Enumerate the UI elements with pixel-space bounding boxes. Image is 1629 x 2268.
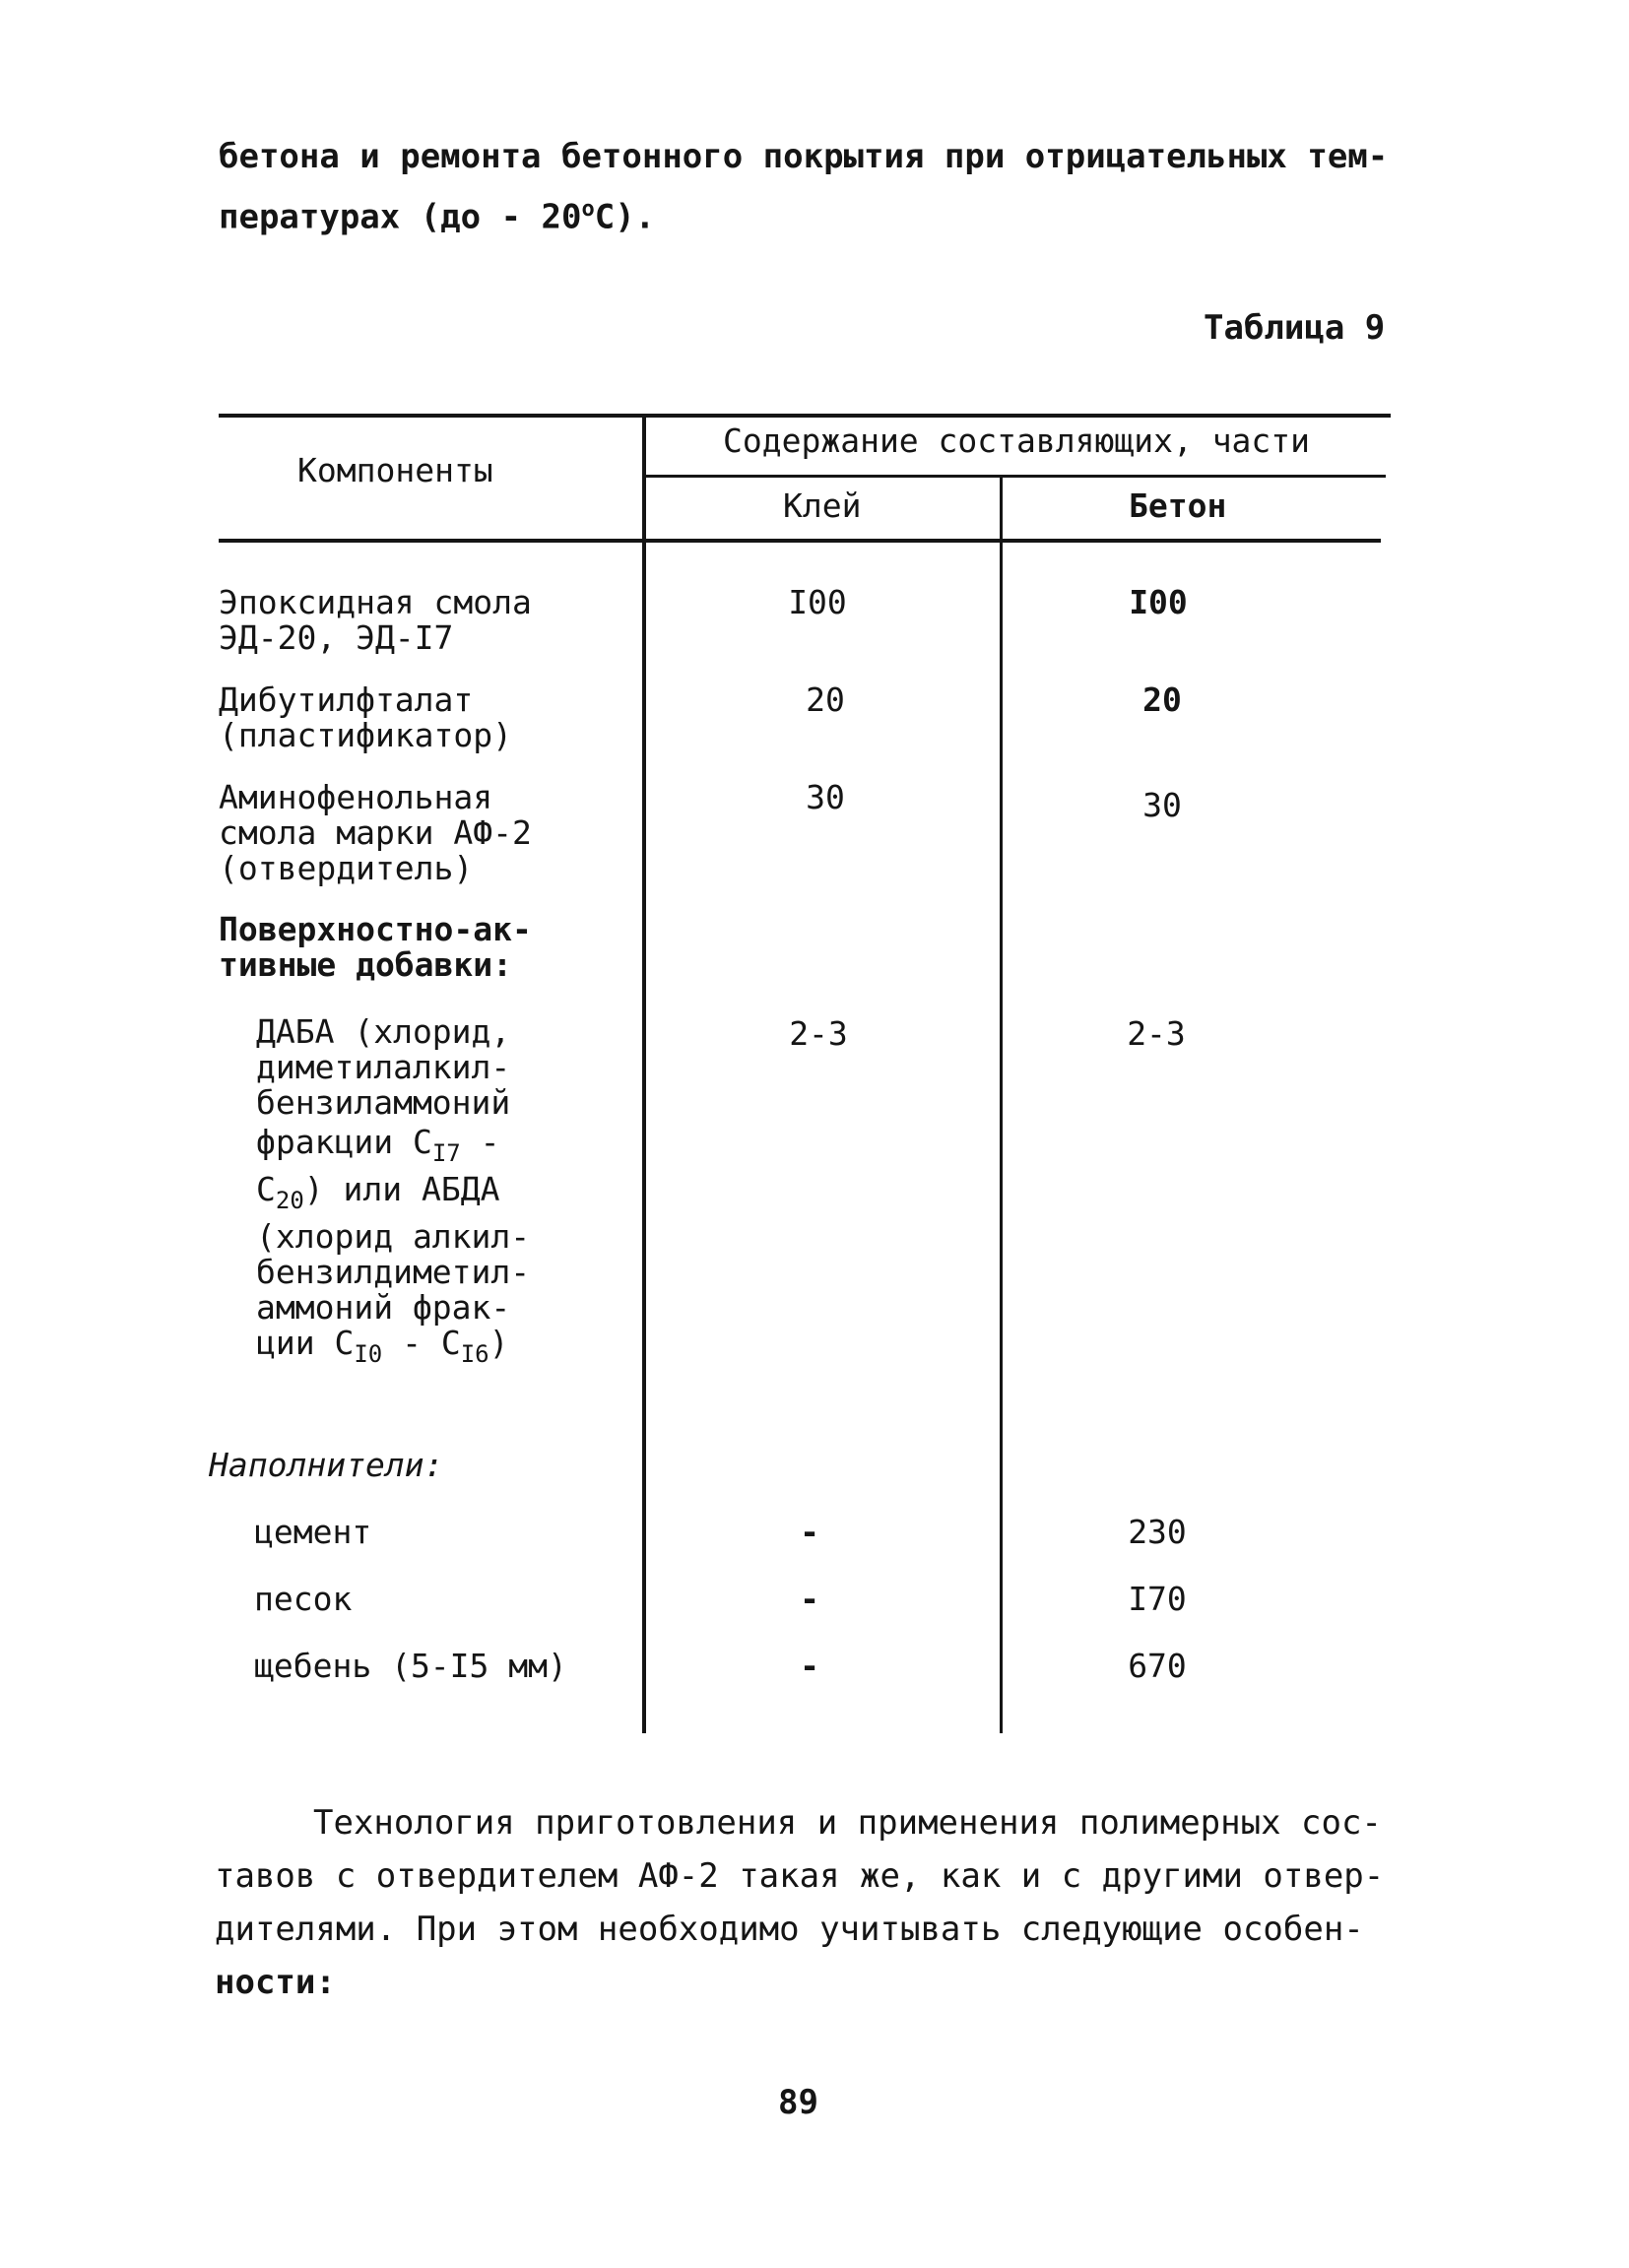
table-top-rule <box>219 414 1391 418</box>
row-1-component: Эпоксидная смола ЭД-20, ЭД-I7 <box>219 583 532 657</box>
table-header-bottom-rule <box>219 539 1381 543</box>
row-5-glue: 2-3 <box>789 1014 848 1053</box>
page-number: 89 <box>778 2083 818 2122</box>
paragraph-line-3: дителями. При этом необходимо учитывать следующие особен- <box>215 1910 1364 1949</box>
intro-line-2: пературах $(до - 20^оС)$. <box>219 197 656 237</box>
row-3-concrete: 30 <box>1142 786 1182 824</box>
row-1-glue: I00 <box>788 583 847 621</box>
row-2-glue: 20 <box>806 680 845 719</box>
row-4-surfactants-heading: Поверхностно-ак- тивные добавки: <box>219 910 532 984</box>
row-9-glue: - <box>800 1647 819 1685</box>
table-col-divider-1 <box>642 414 646 1733</box>
row-8-component: песок <box>254 1580 353 1618</box>
table-col-divider-2 <box>1000 477 1003 1733</box>
row-3-component: Аминофенольная смола марки АФ-2 (отвердитель) <box>219 778 532 887</box>
table-caption: Таблица 9 <box>1204 308 1386 348</box>
table-subheader-rule <box>645 475 1386 478</box>
row-8-glue: - <box>800 1580 819 1618</box>
header-content: Содержание составляющих, части <box>723 421 1311 460</box>
row-5-component: ДАБА (хлорид, диметилалкил- бензиламмоний фракции $С_{I7}$ - $С_{20}$) или АБДА (хлорид алкил- бензилдиметил- аммоний фрак- ции $С_{I0} - С_{I6}$) <box>256 1012 531 1368</box>
row-1-concrete: I00 <box>1129 583 1188 621</box>
row-3-glue: 30 <box>806 778 845 816</box>
header-glue: Клей <box>783 486 862 525</box>
intro-line-1: бетона и ремонта бетонного покрытия при отрицательных тем- <box>219 137 1389 176</box>
header-components: Компоненты <box>297 451 493 489</box>
row-2-concrete: 20 <box>1142 680 1182 719</box>
paragraph-line-4: ности: <box>215 1963 336 2002</box>
row-9-component: щебень (5-I5 мм) <box>254 1647 567 1685</box>
row-6-fillers-heading: Наполнители: <box>209 1446 444 1484</box>
row-7-concrete: 230 <box>1128 1513 1187 1551</box>
row-8-concrete: I70 <box>1128 1580 1187 1618</box>
paragraph-line-2: тавов с отвердителем АФ-2 такая же, как и с другими отвер- <box>215 1856 1385 1896</box>
paragraph-line-1: Технология приготовления и применения полимерных сос- <box>313 1803 1382 1843</box>
row-5-concrete: 2-3 <box>1127 1014 1186 1053</box>
row-7-glue: - <box>800 1513 819 1551</box>
header-concrete: Бетон <box>1129 486 1227 525</box>
row-2-component: Дибутилфталат (пластификатор) <box>219 680 513 754</box>
row-7-component: цемент <box>254 1513 372 1551</box>
row-9-concrete: 670 <box>1128 1647 1187 1685</box>
